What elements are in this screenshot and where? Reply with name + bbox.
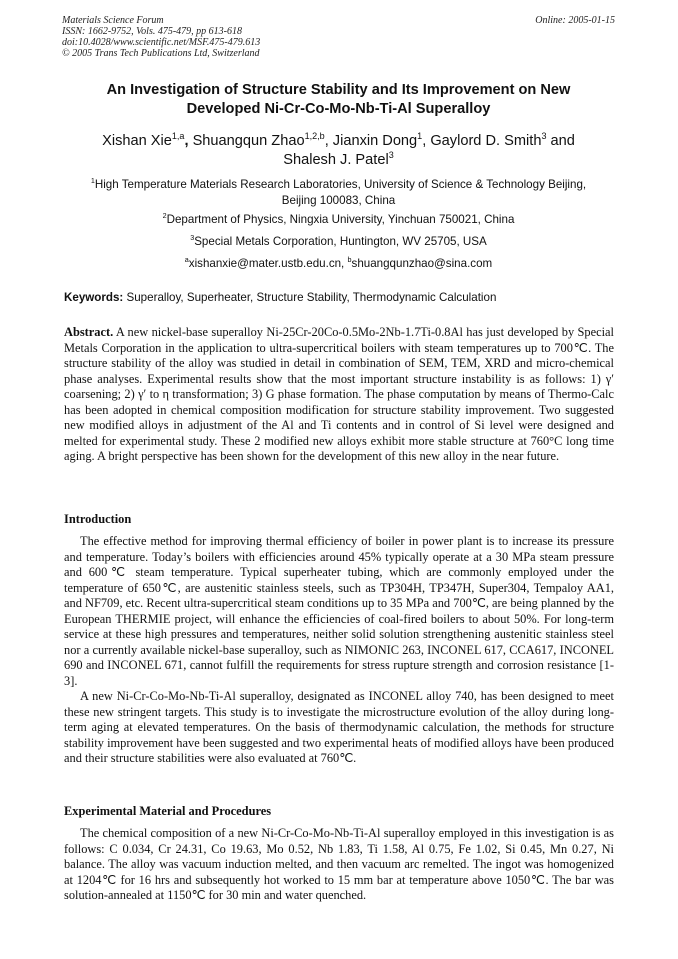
keywords-label: Keywords: — [64, 291, 124, 304]
affiliation-sup: 3 — [190, 233, 195, 243]
author-emails — [62, 256, 615, 272]
introduction-body — [64, 534, 614, 767]
journal-name: Materials Science Forum — [62, 15, 164, 26]
copyright-line: © 2005 Trans Tech Publications Ltd, Switzerland — [62, 48, 260, 59]
email-b: shuangqunzhao@sina.com — [351, 257, 493, 270]
paper-title — [62, 81, 615, 119]
experimental-body — [64, 826, 614, 904]
author-sup: 3 — [541, 131, 547, 142]
affiliation-1-line-1 — [62, 177, 615, 193]
keywords-text: Superalloy, Superheater, Structure Stability, Thermodynamic Calculation — [123, 291, 497, 304]
affiliation-sup: 1 — [90, 176, 95, 186]
author-sup: 1,a — [171, 131, 185, 142]
author-line-1 — [62, 132, 615, 151]
author-line-2 — [62, 151, 615, 170]
affiliation-2 — [62, 212, 615, 228]
online-date: Online: 2005-01-15 — [535, 15, 615, 26]
title-line-2: Developed Ni-Cr-Co-Mo-Nb-Ti-Al Superalloy — [186, 101, 491, 117]
author-separator: , — [422, 133, 431, 149]
journal-header — [62, 15, 615, 59]
section-heading-introduction: Introduction — [64, 512, 132, 526]
keywords — [64, 290, 616, 305]
doi-line: doi:10.4028/www.scientific.net/MSF.475-479.613 — [62, 37, 261, 48]
affiliation-sup: 2 — [162, 211, 167, 221]
affiliation-3 — [62, 234, 615, 250]
email-sup: a — [184, 255, 189, 265]
affiliation-text: Department of Physics, Ningxia University, Yinchuan 750021, China — [166, 213, 515, 226]
affiliation-text: Special Metals Corporation, Huntington, WV 25705, USA — [194, 235, 487, 248]
author-separator: , — [324, 133, 333, 149]
affiliation-1-line-2: Beijing 100083, China — [281, 193, 396, 207]
author-name: Shuangqun Zhao — [192, 133, 305, 149]
author-sup: 1 — [417, 131, 423, 142]
experimental-paragraph-1: The chemical composition of a new Ni-Cr-Co-Mo-Nb-Ti-Al superalloy employed in this investigation is as follows: C 0.034, Cr 24.31, Co 19.63, Mo 0.52, Nb 1.83, Ti 1.58, Al 0.75, Fe 1.02, Si 0.45, Mn 0.27, Ni balance. The alloy was vacuum induction melted, and then vacuum arc remelted. The ingot was homogenized at 1204℃ for 16 hrs and subsequently hot worked to 15 mm bar at temperature above 1050℃. The bar was solution-annealed at 1150℃ for 30 min and water quenched. — [64, 826, 614, 902]
author-name: Shalesh J. Patel — [283, 152, 389, 168]
author-conjunction: and — [546, 133, 575, 149]
author-list — [62, 132, 615, 170]
issn-line: ISSN: 1662-9752, Vols. 475-479, pp 613-618 — [62, 26, 242, 37]
abstract — [64, 325, 614, 465]
abstract-text: A new nickel-base superalloy Ni-25Cr-20Co-0.5Mo-2Nb-1.7Ti-0.8Al has just developed by Special Metals Corporation in the application to ultra-supercritical boilers with steam temperatures up to 700℃. The structure stability of the alloy was studied in detail in combination of SEM, TEM, XRD and micro-chemical phase analyses. Experimental results show that the most important structure instability is as follows: 1) γ′ coarsening; 2) γ′ to η transformation; 3) G phase formation. The phase computation by means of Thermo-Calc has been adopted in chemical composition modification for structure stability improvement. Two suggested new modified alloys in adjustment of the Al and Ti contents and in control of Si level were designed and melted for experimental study. These 2 modified new alloys exhibit more stable structure at 760°C long time aging. A bright perspective has been shown for the development of this new alloy in the near future. — [64, 325, 614, 463]
section-heading-experimental: Experimental Material and Procedures — [64, 804, 272, 818]
introduction-paragraph-2: A new Ni-Cr-Co-Mo-Nb-Ti-Al superalloy, designated as INCONEL alloy 740, has been designed to meet these new stringent targets. This study is to investigate the microstructure evolution of the alloy during long-term aging at elevated temperatures. On the basis of thermodynamic calculation, the methods for structure stability improvement have been suggested and two experimental heats of modified alloys have been produced and their structure stabilities were also evaluated at 760℃. — [64, 689, 614, 765]
title-line-1: An Investigation of Structure Stability and Its Improvement on New — [106, 82, 571, 98]
email-a: xishanxie@mater.ustb.edu.cn, — [188, 257, 348, 270]
introduction-paragraph-1: The effective method for improving thermal efficiency of boiler in power plant is to increase its pressure and temperature. Today’s boilers with efficiencies around 45% typically operate at a 30 MPa steam pressure and 600℃ steam temperature. Typical superheater tubing, which are commonly employed under the temperature of 650℃, are austenitic stainless steels, such as TP304H, TP347H, Super304, Tempaloy AA1, and NF709, etc. Recent ultra-supercritical steam conditions up to 35 MPa and 700℃, are being planned by the European THERMIE project, will enhance the efficiencies of coal-fired boilers to about 50%. For long-term service at these high pressures and temperatures, neither solid solution strengthening austenitic stainless steel nor a currently available nickel-base superalloy, such as NIMONIC 263, INCONEL 617, CCA617, INCONEL 690 and INCONEL 671, cannot fulfill the requirements for stress rupture strength and corrosion resistance [1-3]. — [64, 534, 614, 688]
author-name: Gaylord D. Smith — [430, 133, 542, 149]
affiliation-1 — [62, 177, 615, 208]
author-sup: 1,2,b — [304, 131, 325, 142]
author-sup: 3 — [388, 150, 394, 161]
author-name: Xishan Xie — [102, 133, 172, 149]
affiliation-text: High Temperature Materials Research Laboratories, University of Science & Technology Beijing, — [94, 178, 587, 191]
author-name: Jianxin Dong — [332, 133, 418, 149]
abstract-label: Abstract. — [64, 325, 114, 339]
email-sup: b — [347, 255, 352, 265]
author-separator: , — [184, 133, 193, 149]
abstract-paragraph — [64, 325, 614, 465]
